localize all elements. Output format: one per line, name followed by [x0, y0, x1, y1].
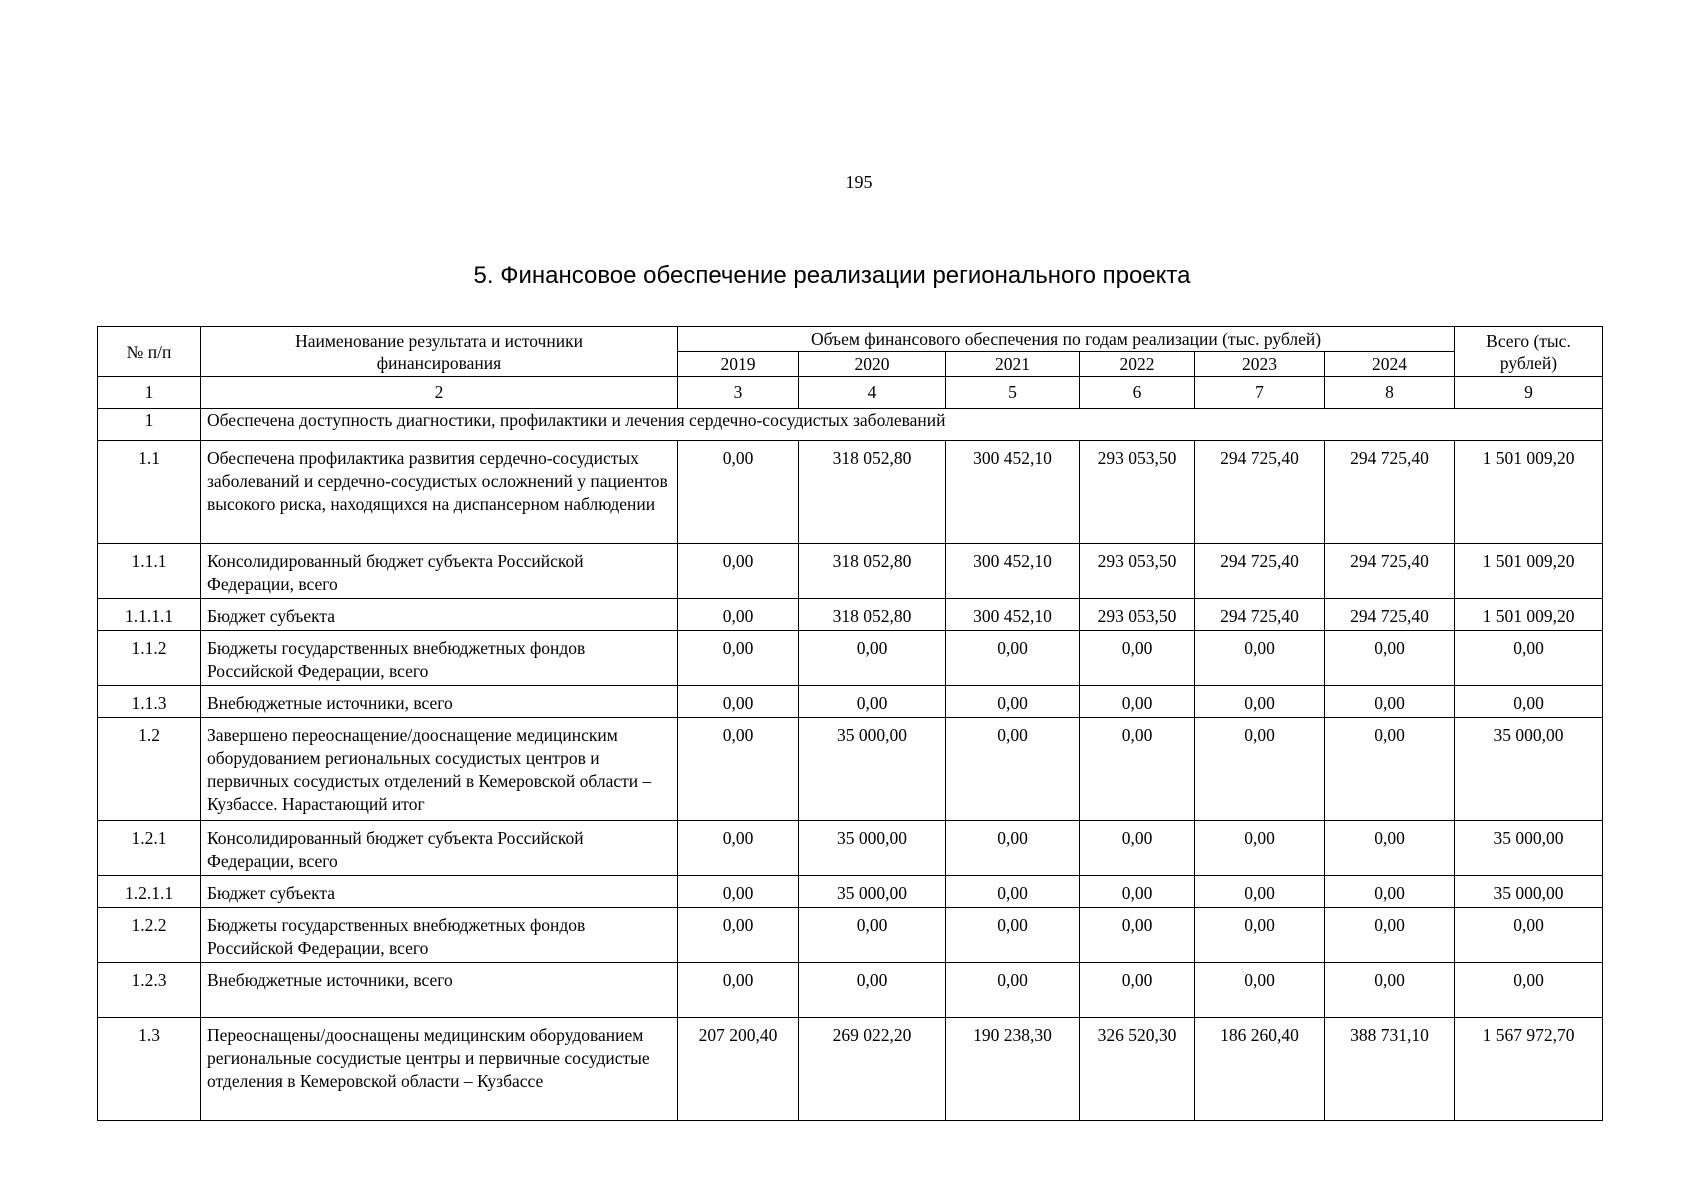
row-total-value: 35 000,00: [1455, 718, 1603, 821]
row-year-value: 0,00: [1325, 821, 1455, 876]
table-row: [98, 544, 1603, 599]
row-num: 1.2.3: [98, 963, 201, 1018]
row-year-value: 0,00: [678, 876, 799, 908]
column-index: 4: [799, 377, 946, 409]
row-total-value: 35 000,00: [1455, 876, 1603, 908]
row-year-value: 318 052,80: [799, 544, 946, 599]
row-num: 1.2.1.1: [98, 876, 201, 908]
table-row: [98, 908, 1603, 963]
table-body: [98, 377, 1603, 1121]
row-year-value: 0,00: [1080, 686, 1195, 718]
row-year-value: 294 725,40: [1195, 441, 1325, 544]
row-year-value: 300 452,10: [946, 441, 1080, 544]
row-name: Бюджеты государственных внебюджетных фондов Российской Федерации, всего: [201, 631, 678, 686]
table-row: [98, 821, 1603, 876]
section-num: 1: [98, 409, 201, 441]
row-year-value: 35 000,00: [799, 718, 946, 821]
row-year-value: 269 022,20: [799, 1018, 946, 1121]
row-name: Внебюджетные источники, всего: [201, 963, 678, 1018]
table-row: [98, 599, 1603, 631]
row-year-value: 0,00: [1195, 686, 1325, 718]
row-year-value: 0,00: [946, 821, 1080, 876]
row-year-value: 0,00: [678, 441, 799, 544]
row-num: 1.1: [98, 441, 201, 544]
row-year-value: 0,00: [1195, 631, 1325, 686]
table-row: [98, 876, 1603, 908]
financing-table: [97, 326, 1603, 1121]
column-index: 9: [1455, 377, 1603, 409]
row-total-value: 1 501 009,20: [1455, 441, 1603, 544]
row-total-value: 1 501 009,20: [1455, 599, 1603, 631]
row-year-value: 0,00: [946, 908, 1080, 963]
row-year-value: 0,00: [1195, 821, 1325, 876]
table-row: [98, 1018, 1603, 1121]
column-index: 1: [98, 377, 201, 409]
row-year-value: 0,00: [678, 631, 799, 686]
row-name: Консолидированный бюджет субъекта Российской Федерации, всего: [201, 821, 678, 876]
row-year-value: 0,00: [946, 876, 1080, 908]
row-year-value: 388 731,10: [1325, 1018, 1455, 1121]
table-row: [98, 963, 1603, 1018]
row-year-value: 0,00: [1325, 718, 1455, 821]
table-header: [98, 327, 1603, 377]
row-year-value: 0,00: [678, 821, 799, 876]
row-year-value: 0,00: [946, 963, 1080, 1018]
row-year-value: 294 725,40: [1325, 599, 1455, 631]
row-name: Бюджет субъекта: [201, 876, 678, 908]
row-name: Переоснащены/дооснащены медицинским оборудованием региональные сосудистые центры и первичные сосудистые отделения в Кемеровской области – Кузбассе: [201, 1018, 678, 1121]
header-year: 2019: [678, 352, 799, 377]
row-year-value: 0,00: [678, 544, 799, 599]
row-year-value: 293 053,50: [1080, 544, 1195, 599]
header-total: Всего (тыс. рублей): [1455, 327, 1603, 377]
row-num: 1.2.2: [98, 908, 201, 963]
column-index: 2: [201, 377, 678, 409]
header-num: № п/п: [98, 327, 201, 377]
row-total-value: 35 000,00: [1455, 821, 1603, 876]
row-year-value: 0,00: [1325, 631, 1455, 686]
row-year-value: 0,00: [678, 686, 799, 718]
page-number: 195: [845, 172, 873, 192]
column-index: 7: [1195, 377, 1325, 409]
row-year-value: 294 725,40: [1195, 544, 1325, 599]
header-years-group: Объем финансового обеспечения по годам реализации (тыс. рублей): [678, 327, 1455, 352]
header-year: 2023: [1195, 352, 1325, 377]
row-total-value: 0,00: [1455, 963, 1603, 1018]
row-year-value: 0,00: [1080, 631, 1195, 686]
row-year-value: 0,00: [799, 631, 946, 686]
table-row: [98, 441, 1603, 544]
row-name: Обеспечена профилактика развития сердечно-сосудистых заболеваний и сердечно-сосудистых осложнений у пациентов высокого риска, находящихся на диспансерном наблюдении: [201, 441, 678, 544]
row-year-value: 294 725,40: [1195, 599, 1325, 631]
row-num: 1.1.2: [98, 631, 201, 686]
row-num: 1.1.3: [98, 686, 201, 718]
row-total-value: 0,00: [1455, 631, 1603, 686]
row-year-value: 0,00: [678, 599, 799, 631]
row-year-value: 0,00: [1325, 876, 1455, 908]
row-year-value: 0,00: [1080, 963, 1195, 1018]
row-name: Консолидированный бюджет субъекта Российской Федерации, всего: [201, 544, 678, 599]
row-year-value: 0,00: [799, 963, 946, 1018]
row-num: 1.1.1: [98, 544, 201, 599]
header-year: 2024: [1325, 352, 1455, 377]
table-row: [98, 686, 1603, 718]
row-num: 1.2.1: [98, 821, 201, 876]
row-year-value: 0,00: [1325, 963, 1455, 1018]
row-year-value: 0,00: [1195, 876, 1325, 908]
row-year-value: 300 452,10: [946, 599, 1080, 631]
column-index: 8: [1325, 377, 1455, 409]
row-name: Бюджет субъекта: [201, 599, 678, 631]
row-year-value: 0,00: [1080, 718, 1195, 821]
row-total-value: 0,00: [1455, 908, 1603, 963]
column-index: 6: [1080, 377, 1195, 409]
row-year-value: 0,00: [678, 963, 799, 1018]
row-name: Внебюджетные источники, всего: [201, 686, 678, 718]
row-year-value: 293 053,50: [1080, 599, 1195, 631]
row-total-value: 1 501 009,20: [1455, 544, 1603, 599]
row-year-value: 294 725,40: [1325, 544, 1455, 599]
row-year-value: 294 725,40: [1325, 441, 1455, 544]
row-num: 1.3: [98, 1018, 201, 1121]
row-year-value: 0,00: [1080, 821, 1195, 876]
table-row: [98, 631, 1603, 686]
row-name: Бюджеты государственных внебюджетных фондов Российской Федерации, всего: [201, 908, 678, 963]
row-year-value: 190 238,30: [946, 1018, 1080, 1121]
row-year-value: 0,00: [1080, 908, 1195, 963]
row-year-value: 186 260,40: [1195, 1018, 1325, 1121]
row-year-value: 0,00: [799, 908, 946, 963]
row-year-value: 0,00: [1325, 908, 1455, 963]
header-name: Наименование результата и источники финансирования: [201, 327, 678, 377]
row-total-value: 1 567 972,70: [1455, 1018, 1603, 1121]
row-year-value: 0,00: [946, 718, 1080, 821]
row-year-value: 35 000,00: [799, 821, 946, 876]
row-year-value: 0,00: [1080, 876, 1195, 908]
row-year-value: 207 200,40: [678, 1018, 799, 1121]
row-year-value: 0,00: [946, 631, 1080, 686]
header-year: 2020: [799, 352, 946, 377]
row-year-value: 0,00: [678, 718, 799, 821]
row-year-value: 0,00: [799, 686, 946, 718]
row-year-value: 0,00: [946, 686, 1080, 718]
row-year-value: 0,00: [1325, 686, 1455, 718]
row-name: Завершено переоснащение/дооснащение медицинским оборудованием региональных сосудистых центров и первичных сосудистых отделений в Кемеровской области – Кузбассе. Нарастающий итог: [201, 718, 678, 821]
row-year-value: 0,00: [678, 908, 799, 963]
table-row: [98, 718, 1603, 821]
row-year-value: 300 452,10: [946, 544, 1080, 599]
header-year: 2021: [946, 352, 1080, 377]
row-year-value: 35 000,00: [799, 876, 946, 908]
column-index: 3: [678, 377, 799, 409]
row-year-value: 0,00: [1195, 718, 1325, 821]
row-total-value: 0,00: [1455, 686, 1603, 718]
row-year-value: 318 052,80: [799, 599, 946, 631]
row-year-value: 326 520,30: [1080, 1018, 1195, 1121]
row-num: 1.2: [98, 718, 201, 821]
row-year-value: 0,00: [1195, 963, 1325, 1018]
row-num: 1.1.1.1: [98, 599, 201, 631]
column-index-row: [98, 377, 1603, 409]
section-name: Обеспечена доступность диагностики, профилактики и лечения сердечно-сосудистых заболеваний: [201, 409, 1603, 441]
row-year-value: 318 052,80: [799, 441, 946, 544]
row-year-value: 293 053,50: [1080, 441, 1195, 544]
header-year: 2022: [1080, 352, 1195, 377]
column-index: 5: [946, 377, 1080, 409]
row-year-value: 0,00: [1195, 908, 1325, 963]
document-title: 5. Финансовое обеспечение реализации регионального проекта: [473, 262, 1191, 289]
section-row: [98, 409, 1603, 441]
